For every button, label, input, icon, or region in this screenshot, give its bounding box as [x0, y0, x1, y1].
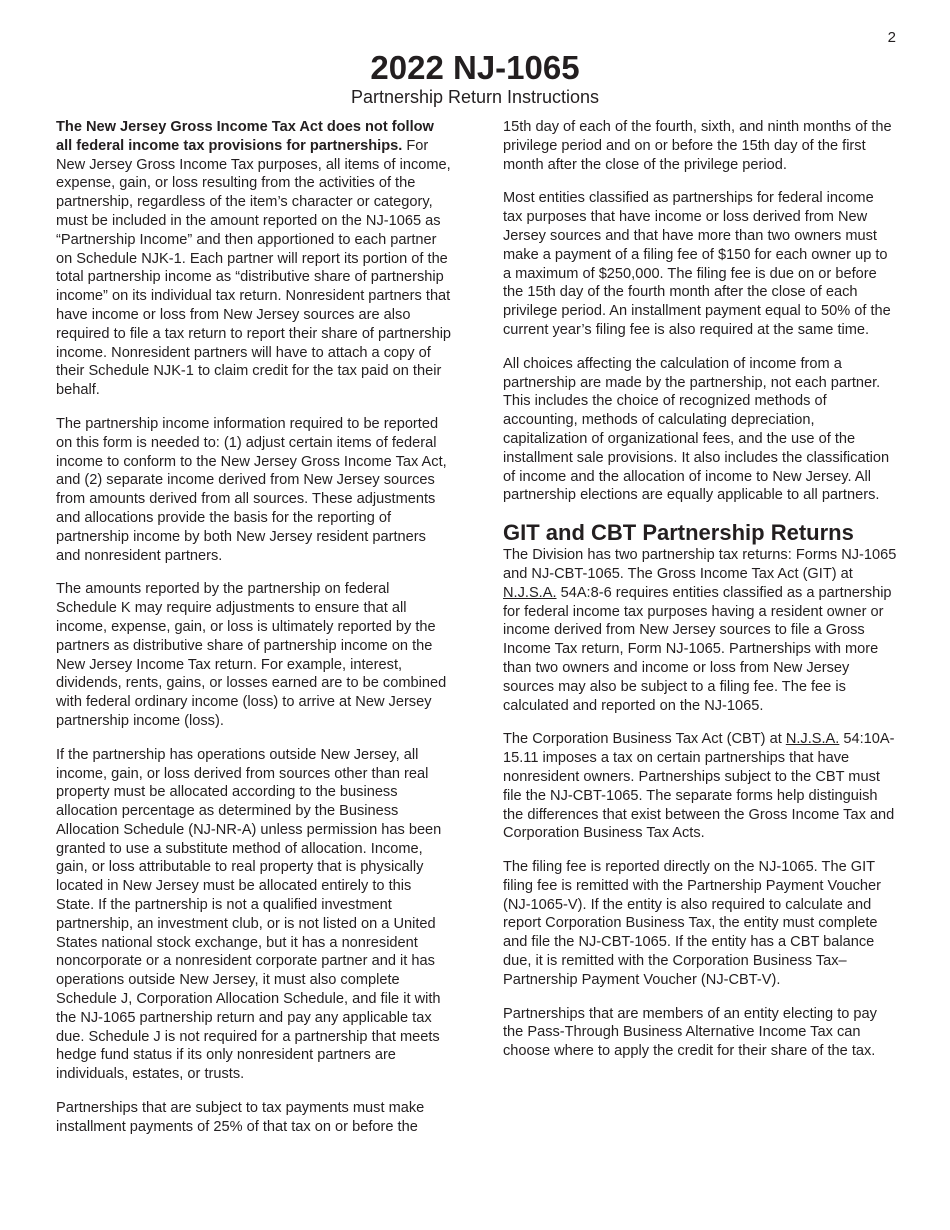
lead-bold-text: The New Jersey Gross Income Tax Act does not follow all federal income tax provisions for partnerships. [56, 119, 434, 154]
paragraph-text: For New Jersey Gross Income Tax purposes, all items of income, expense, gain, or loss resulting from the activities of the partnership, regardless of the item’s character or category, must be included in the amount reported on the NJ-1065 as “Partnership Income” and then apportioned to each partner on Schedule NJK-1. Each partner will report its portion of the total partnership income as “distributive share of partnership income” on its individual tax return. Nonresident partners that have income or loss from New Jersey sources are also required to file a tax return to report their share of partnership income. Nonresident partners will have to attach a copy of their Schedule NJK-1 to claim credit for the tax paid on their behalf. [56, 137, 452, 399]
paragraph [56, 118, 452, 400]
paragraph: 15th day of each of the fourth, sixth, and ninth months of the privilege period and on or before the 15th day of the first month after the close of the privilege period. [503, 119, 892, 173]
statute-reference: N.J.S.A. [785, 731, 840, 748]
paragraph: The partnership income information required to be reported on this form is needed to: (1) adjust certain items of federal income to conform to the New Jersey Gross Income Tax Act, and (2) separate income derived from New Jersey sources from amounts derived from all sources. These adjustments and allocations provide the basis for the reporting of partnership income by both New Jersey resident partners and nonresident partners. [56, 415, 447, 564]
left-column [56, 118, 452, 1152]
right-column [503, 118, 897, 1076]
paragraph: If the partnership has operations outside New Jersey, all income, gain, or loss derived from sources other than real property must be allocated according to the business allocation percentage as determined by the Business Allocation Schedule (NJ-NR-A) unless permission has been granted to use a substitute method of allocation. Income, gain, or loss attributable to real property that is physically located in New Jersey must be allocated entirely to this State. If the partnership is not a qualified investment partnership, an investment club, or is not listed on a United States national stock exchange, but it has a nonresident noncorporate or a nonresident corporate partner and it has operations outside New Jersey, it must also complete Schedule J, Corporation Allocation Schedule, and file it with the NJ-1065 partnership return and pay any applicable tax due. Schedule J is not required for a partnership that meets hedge fund status if its only nonresident partners are individuals, estates, or trusts. [56, 746, 442, 1083]
paragraph [503, 546, 897, 715]
paragraph [503, 730, 897, 843]
paragraph-text: The Division has two partnership tax returns: Forms NJ-1065 and NJ-CBT-1065. The Gross Income Tax Act (GIT) at [503, 547, 897, 582]
paragraph-text: 54:10A-15.11 imposes a tax on certain partnerships that have nonresident owners. Partnerships subject to the CBT must file the NJ-CBT-1065. The separate forms help distinguish the differences that exist between the Gross Income Tax and Corporation Business Tax Acts. [503, 731, 895, 842]
paragraph: Partnerships that are subject to tax payments must make installment payments of 25% of that tax on or before the [56, 1100, 425, 1135]
paragraph-text: 54A:8-6 requires entities classified as a partnership for federal income tax purposes having a resident owner or income derived from New Jersey sources to file a Gross Income Tax return, Form NJ-1065. Partnerships with more than two owners and income or loss from New Jersey sources may also be subject to a filing fee. The fee is calculated and reported on the NJ-1065. [503, 584, 892, 714]
page-title: 2022 NJ-1065 [370, 49, 580, 86]
page-number: 2 [887, 29, 896, 46]
paragraph-text: The Corporation Business Tax Act (CBT) at [503, 731, 786, 748]
paragraph: The amounts reported by the partnership on federal Schedule K may require adjustments to ensure that all income, expense, gain, or loss is ultimately reported by the partners as distributive share of partnership income on the New Jersey Income Tax return. For example, interest, dividends, rents, gains, or losses earned are to be combined with federal ordinary income (loss) to arrive at New Jersey partnership income (loss). [56, 581, 447, 729]
paragraph: Most entities classified as partnerships for federal income tax purposes that have income or loss derived from New Jersey sources and that have more than two owners must make a payment of a filing fee of $150 for each owner up to a maximum of $250,000. The filing fee is due on or before the 15th day of the fourth month after the close of each privilege period. An installment payment equal to 50% of the current year’s filing fee is also required at the same time. [503, 190, 891, 338]
paragraph: Partnerships that are members of an entity electing to pay the Pass-Through Business Alternative Income Tax can choose where to apply the credit for their share of the tax. [503, 1005, 877, 1060]
page-subtitle: Partnership Return Instructions [350, 87, 600, 107]
section-heading: GIT and CBT Partnership Returns [503, 520, 854, 546]
statute-reference: N.J.S.A. [503, 584, 557, 601]
paragraph: All choices affecting the calculation of income from a partnership are made by the partnership, not each partner. This includes the choice of recognized methods of accounting, methods of calculating depreciation, capitalization of organizational fees, and the use of the installment sale provisions. It also includes the classification of income and the allocation of income to New Jersey. All partnership elections are equally applicable to all partners. [503, 355, 890, 504]
paragraph: The filing fee is reported directly on the NJ-1065. The GIT filing fee is remitted with the Partnership Payment Voucher (NJ-1065-V). If the entity is also required to calculate and report Corporation Business Tax, the entity must complete and file the NJ-CBT-1065. If the entity has a CBT balance due, it is remitted with the Corporation Business Tax–Partnership Payment Voucher (NJ-CBT-V). [503, 859, 882, 988]
